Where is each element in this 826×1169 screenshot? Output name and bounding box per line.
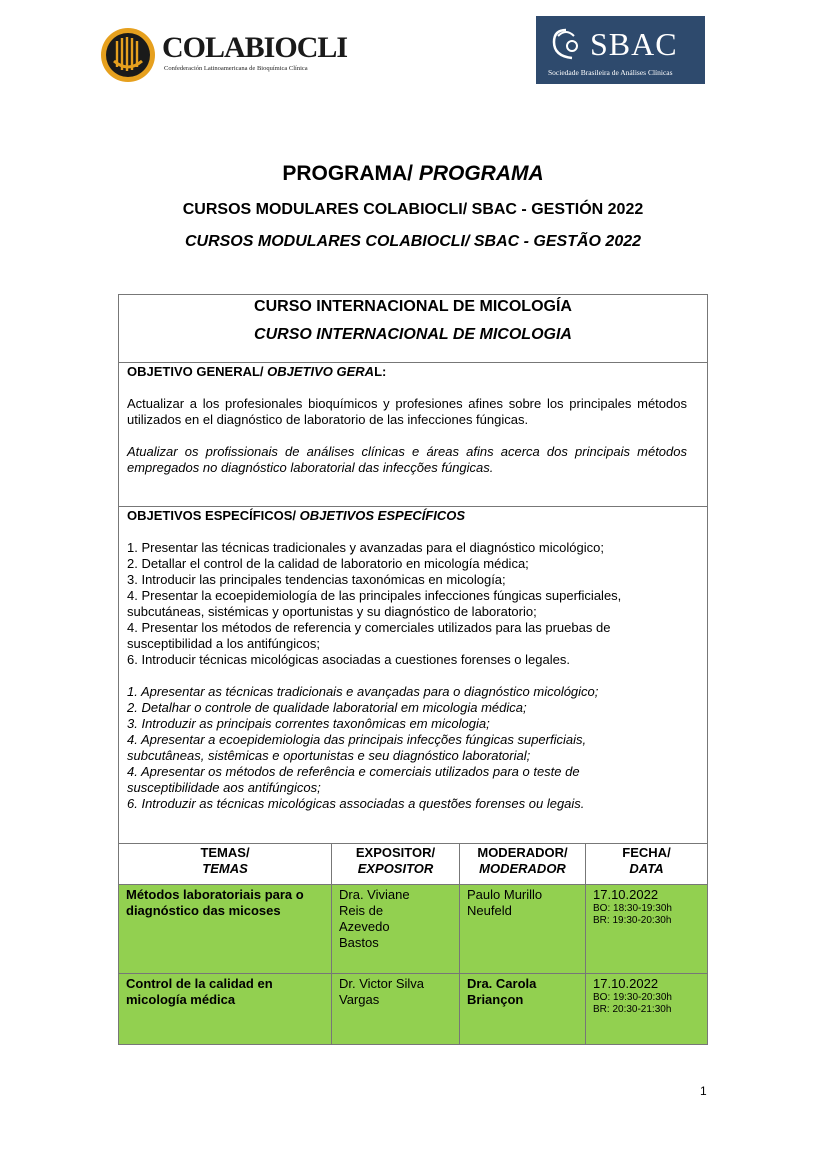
objetivos-list-pt — [127, 684, 687, 812]
course-title-pt: CURSO INTERNACIONAL DE MICOLOGIA — [254, 326, 572, 343]
objetivos-especificos-heading-es: OBJETIVOS ESPECÍFICOS/ — [127, 508, 300, 523]
list-item: 2. Detallar el control de la calidad de laboratorio en micología médica; — [127, 556, 529, 571]
fecha-cell — [586, 884, 707, 973]
expositor-line: Vargas — [339, 992, 380, 1007]
sbac-name: SBAC — [590, 26, 678, 62]
list-item: 1. Apresentar as técnicas tradicionais e avançadas para o diagnóstico micológico; — [127, 684, 599, 699]
objetivo-general-text-pt: Atualizar os profissionais de análises clínicas e áreas afins acerca dos principais métodos empregados no diagnóstico laboratorial das infecções fúngicas. — [127, 444, 687, 475]
list-item: 4. Presentar la ecoepidemiología de las principales infecciones fúngicas superficiales, — [127, 588, 622, 603]
objetivo-general-heading-tail: L: — [374, 364, 387, 379]
course-title-block — [119, 295, 707, 363]
fecha-date: 17.10.2022 — [593, 887, 659, 902]
objetivos-especificos-heading-pt: OBJETIVOS ESPECÍFICOS — [299, 508, 466, 523]
fecha-hora-br: BR: 19:30-20:30h — [593, 915, 672, 926]
page-number: 1 — [700, 1084, 707, 1098]
page-title-pt: PROGRAMA — [418, 162, 544, 185]
expositor-line: Dra. Viviane — [339, 887, 410, 902]
list-item: 6. Introduzir as técnicas micológicas associadas a questões forenses ou legais. — [127, 796, 585, 811]
list-item: 2. Detalhar o controle de qualidade laboratorial em micologia médica; — [127, 700, 527, 715]
moderador-cell: Paulo Murillo Neufeld — [460, 884, 586, 973]
column-header-es: FECHA/ — [622, 845, 671, 860]
subtitle-es: CURSOS MODULARES COLABIOCLI/ SBAC - GESTIÓN 2022 — [182, 201, 644, 218]
expositor-line: Dr. Victor Silva — [339, 976, 425, 991]
table-row — [119, 973, 707, 1044]
sbac-tagline: Sociedade Brasileira de Análises Clínicas — [548, 68, 673, 77]
objetivo-general-text-es: Actualizar a los profesionales bioquímicos y profesiones afines sobre los principales métodos utilizados en el diagnóstico de laboratorio de las infecciones fúngicas. — [127, 396, 687, 427]
fecha-hora-br: BR: 20:30-21:30h — [593, 1004, 672, 1015]
fecha-date: 17.10.2022 — [593, 976, 659, 991]
objetivos-list-es — [127, 540, 687, 668]
objetivo-general-heading — [127, 363, 687, 380]
colabiocli-emblem-icon — [100, 27, 156, 83]
list-item: subcutáneas, sistémicas y oportunistas y su diagnóstico de laboratorio; — [127, 604, 537, 619]
sbac-mark-icon — [548, 26, 584, 66]
list-item: susceptibilidad a los antifúngicos; — [127, 636, 320, 651]
fecha-hora-bo: BO: 19:30-20:30h — [593, 992, 672, 1003]
colabiocli-name: COLABIOCLI — [162, 31, 348, 64]
column-header-pt: DATA — [629, 861, 664, 876]
tema-cell: Control de la calidad en micología médica — [119, 973, 332, 1044]
list-item: susceptibilidade aos antifúngicos; — [127, 780, 321, 795]
column-header-es: EXPOSITOR/ — [355, 845, 436, 860]
subtitle-pt: CURSOS MODULARES COLABIOCLI/ SBAC - GESTÃO 2022 — [184, 233, 642, 250]
objetivo-general-heading-es: OBJETIVO GENERAL/ — [127, 364, 268, 379]
column-header-expositor — [332, 843, 460, 884]
list-item: 6. Introducir técnicas micológicas asociadas a cuestiones forenses o legales. — [127, 652, 570, 667]
list-item: 3. Introducir las principales tendencias taxonómicas en micología; — [127, 572, 506, 587]
objetivos-especificos-block — [119, 507, 707, 843]
expositor-cell — [332, 973, 460, 1044]
column-header-pt: EXPOSITOR — [357, 861, 434, 876]
column-header-fecha — [586, 843, 707, 884]
table-row — [119, 884, 707, 973]
schedule-header-row — [119, 843, 707, 884]
tema-cell: Métodos laboratoriais para o diagnóstico das micoses — [119, 884, 332, 973]
list-item: 1. Presentar las técnicas tradicionales y avanzadas para el diagnóstico micológico; — [127, 540, 604, 555]
expositor-line: Reis de — [339, 903, 384, 918]
list-item: 3. Introduzir as principais correntes taxonômicas em micologia; — [127, 716, 490, 731]
list-item: subcutâneas, sistêmicas e oportunistas e seu diagnóstico laboratorial; — [127, 748, 531, 763]
objetivo-general-heading-pt: OBJETIVO GERA — [267, 364, 375, 379]
list-item: 4. Apresentar os métodos de referência e comerciais utilizados para o teste de — [127, 764, 580, 779]
page-title-es: PROGRAMA/ — [282, 162, 413, 185]
moderador-cell: Dra. Carola Briançon — [460, 973, 586, 1044]
fecha-cell — [586, 973, 707, 1044]
list-item: 4. Apresentar a ecoepidemiologia das principais infecções fúngicas superficiais, — [127, 732, 587, 747]
course-table — [118, 294, 708, 1045]
column-header-es: MODERADOR/ — [477, 845, 568, 860]
column-header-moderador — [460, 843, 586, 884]
page-title — [0, 162, 826, 186]
colabiocli-tagline: Confederación Latinoamericana de Bioquímica Clínica — [164, 65, 308, 72]
expositor-line: Azevedo — [339, 919, 390, 934]
course-title-es: CURSO INTERNACIONAL DE MICOLOGÍA — [254, 298, 572, 315]
fecha-hora-bo: BO: 18:30-19:30h — [593, 903, 672, 914]
expositor-cell — [332, 884, 460, 973]
column-header-temas — [119, 843, 332, 884]
colabiocli-logo — [100, 25, 348, 87]
column-header-es: TEMAS/ — [200, 845, 250, 860]
column-header-pt: TEMAS — [202, 861, 248, 876]
objetivos-especificos-heading — [127, 507, 687, 524]
column-header-pt: MODERADOR — [479, 861, 566, 876]
expositor-line: Bastos — [339, 935, 379, 950]
objetivo-general-block — [119, 363, 707, 507]
sbac-logo — [536, 16, 705, 84]
list-item: 4. Presentar los métodos de referencia y comerciales utilizados para las pruebas de — [127, 620, 611, 635]
